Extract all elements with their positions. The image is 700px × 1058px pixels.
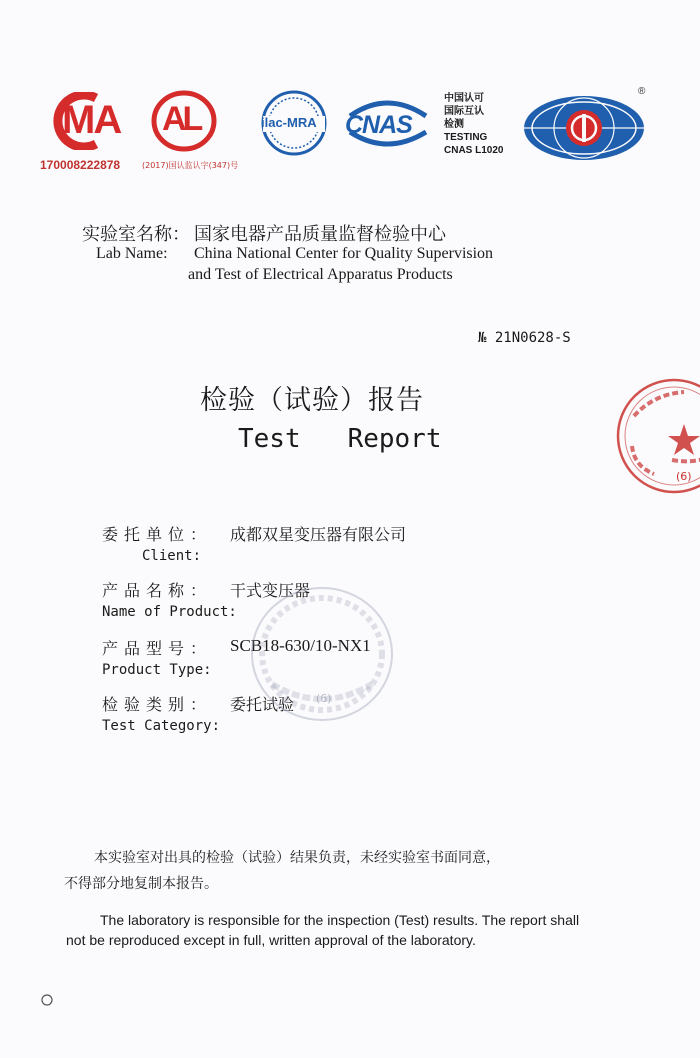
field-product-type-value: SCB18-630/10-NX1 [230,636,371,655]
field-client-label-cn: 委托单位： [102,525,213,544]
lab-name-cn: 国家电器产品质量监督检验中心 [194,224,446,245]
red-seal-stamp [614,376,700,496]
field-client-value: 成都双星变压器有限公司 [230,525,407,544]
disclaimer-cn-line1: 本实验室对出具的检验（试验）结果负责，未经实验室书面同意， [94,850,500,866]
lab-name-en-line2: and Test of Electrical Apparatus Products [188,266,453,283]
cnas-cn-line3: 检测 [444,119,464,130]
field-product-name-label-en: Name of Product: [102,604,237,620]
lab-name-cn-label: 实验室名称： [82,224,190,245]
cert-note: (2017)国认监认字(347)号 [142,161,239,170]
embossed-seal [248,584,396,724]
cma-logo [40,92,150,150]
field-product-name-label-cn: 产品名称： [102,581,213,600]
cnas-logo [342,96,432,150]
cal-logo [150,90,220,152]
binding-hole-mark [40,992,54,1006]
field-test-category-label-cn: 检验类别： [102,695,213,714]
report-title-en: Test Report [238,424,442,454]
red-seal-number: (6) [676,470,692,483]
cma-text: MA [62,98,121,142]
field-test-category-value: 委托试验 [230,695,295,714]
field-client-label-en: Client: [142,548,202,564]
lab-name-en-label: Lab Name: [96,245,168,262]
embossed-seal-number: (6) [316,692,332,705]
cnas-cn-line2: 国际互认 [444,106,484,117]
cqc-globe-logo [522,86,652,162]
disclaimer-en-line1: The laboratory is responsible for the inspection (Test) results. The report shall [100,912,580,928]
disclaimer-en-line2: not be reproduced except in full, written approval of the laboratory. [66,932,476,948]
field-product-type-label-en: Product Type: [102,662,212,678]
disclaimer-cn-line2: 不得部分地复制本报告。 [64,876,218,892]
cnas-testing: TESTING [444,132,488,143]
cnas-number: CNAS L1020 [444,145,504,156]
report-number: № 21N0628-S [478,330,571,346]
ilac-mra-logo [255,90,333,156]
cnas-text: CNAS [345,111,412,139]
logo-row [0,80,700,180]
field-product-type-label-cn: 产品型号： [102,639,213,658]
report-title-cn: 检验（试验）报告 [200,385,424,416]
lab-name-en-line1: China National Center for Quality Supervision [194,245,494,262]
registered-mark: ® [638,86,646,97]
cal-text: AL [162,100,200,138]
cnas-cn-line1: 中国认可 [444,93,484,104]
field-test-category-label-en: Test Category: [102,718,221,734]
field-product-name-value: 干式变压器 [230,581,311,600]
ilac-mra-text: ilac-MRA [261,115,317,130]
cnas-text-block [444,92,524,157]
cert-number: 170008222878 [40,158,121,172]
